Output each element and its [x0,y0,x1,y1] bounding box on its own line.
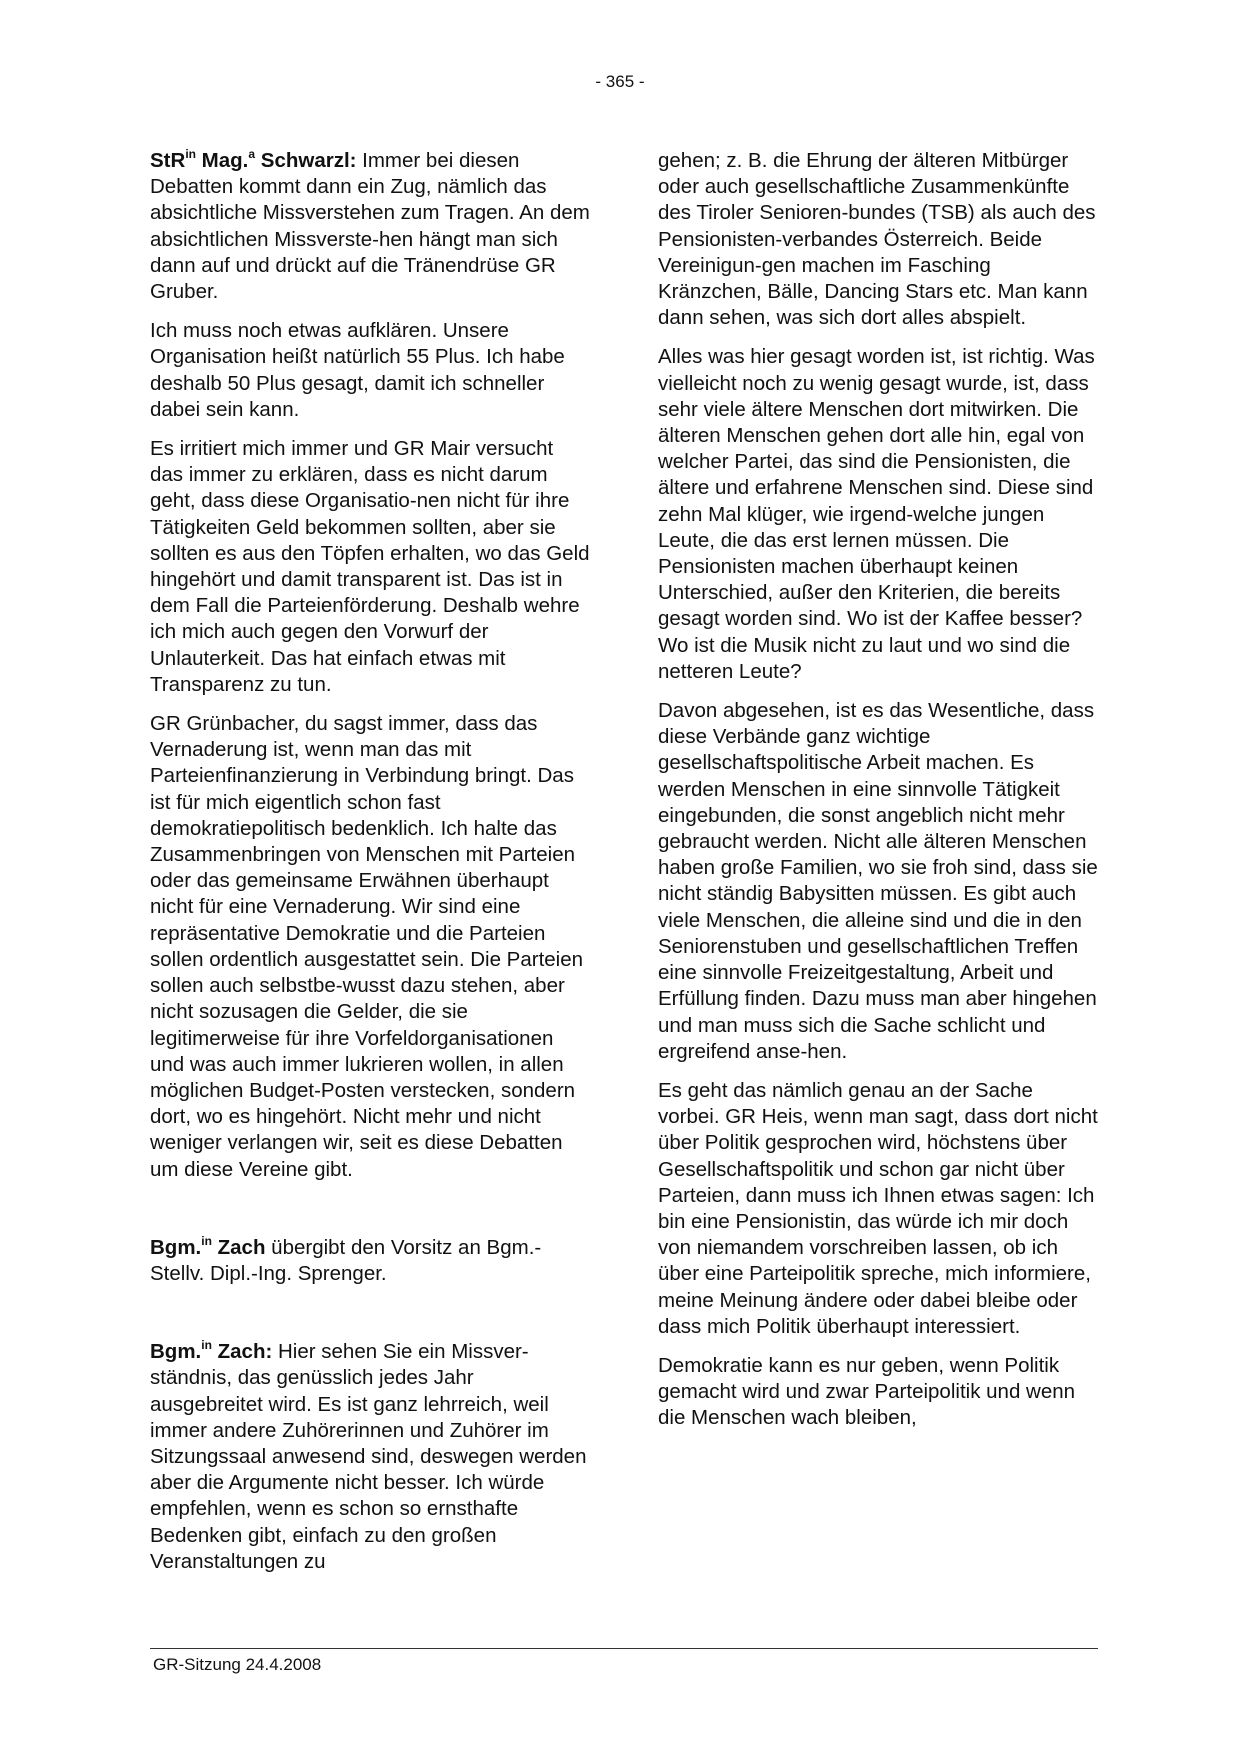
footer-divider [150,1648,1098,1649]
paragraph: gehen; z. B. die Ehrung der älteren Mitbürger oder auch gesellschaftliche Zusammenkünfte des Tiroler Senioren-bundes (TSB) als auch des Pensionisten-verbandes Österreich. Beide Vereinigun-gen machen im Fasching Kränzchen, Bälle, Dancing Stars etc. Man kann dann sehen, was sich dort alles abspielt. [658,149,1096,330]
paragraph-text: Immer bei diesen Debatten kommt dann ein Zug, nämlich das absichtliche Missverstehen zum Tragen. An dem absichtlichen Missverste-hen hängt man sich dann auf und drückt auf die Tränendrüse GR Gruber. [150,149,590,304]
footer-session-date: GR-Sitzung 24.4.2008 [153,1655,322,1674]
paragraph: Demokratie kann es nur geben, wenn Politik gemacht wird und zwar Parteipolitik und wenn die Menschen wach bleiben, [658,1353,1076,1430]
paragraph: Davon abgesehen, ist es das Wesentliche, dass diese Verbände ganz wichtige gesellschaftspolitische Arbeit machen. Es werden Menschen in eine sinnvolle Tätigkeit eingebunden, die sonst angeblich nicht mehr gebraucht werden. Nicht alle älteren Menschen haben große Familien, wo sie froh sind, dass sie nicht ständig Babysitten müssen. Es gibt auch viele Menschen, die alleine sind und die in den Seniorenstuben und gesellschaftlichen Treffen eine sinnvolle Freizeitgestaltung, Arbeit und Erfüllung finden. Dazu muss man aber hingehen und man muss sich die Sache schlicht und ergreifend anse-hen. [658,699,1098,1063]
paragraph: Es irritiert mich immer und GR Mair versucht das immer zu erklären, dass es nicht darum geht, dass diese Organisatio-nen nicht für ihre Tätigkeiten Geld bekommen sollten, aber sie sollten es aus den Töpfen erhalten, wo das Geld hingehört und damit transparent ist. Das ist in dem Fall die Parteienförderung. Deshalb wehre ich mich auch gegen den Vorwurf der Unlauterkeit. Das hat einfach etwas mit Transparenz zu tun. [150,437,590,696]
speaker-name: Bgm.$^{in}$ Zach: [150,1338,273,1364]
paragraph: Ich muss noch etwas aufklären. Unsere Organisation heißt natürlich 55 Plus. Ich habe deshalb 50 Plus gesagt, damit ich schneller dabei sein kann. [150,319,565,421]
paragraph-schwarzl-speech [150,148,590,305]
paragraph: Es geht das nämlich genau an der Sache vorbei. GR Heis, wenn man sagt, dass dort nicht über Politik gesprochen wird, höchstens über Gesellschaftspolitik und schon gar nicht über Parteien, dann muss ich Ihnen etwas sagen: Ich bin eine Pensionistin, das würde ich mir doch von niemandem vorschreiben lassen, ob ich über eine Parteipolitik spreche, mich informiere, meine Meinung ändere oder dabei bleibe oder dass mich Politik überhaupt interessiert. [658,1078,1098,1338]
right-column [658,148,1098,1445]
paragraph-zach-speech [150,1339,590,1575]
paragraph: GR Grünbacher, du sagst immer, dass das Vernaderung ist, wenn man das mit Parteienfinanzierung in Verbindung bringt. Das ist für mich eigentlich schon fast demokratiepolitisch bedenklich. Ich halte das Zusammenbringen von Menschen mit Parteien oder das gemeinsame Erwähnen überhaupt nicht für eine Vernaderung. Wir sind eine repräsentative Demokratie und die Parteien sollen ordentlich ausgestattet sein. Die Parteien sollen auch selbstbe-wusst dazu stehen, aber nicht sozusagen die Gelder, die sie legitimerweise für ihre Vorfeldorganisationen und was auch immer lukrieren wollen, in allen möglichen Budget-Posten verstecken, sondern dort, wo es hingehört. Nicht mehr und nicht weniger verlangen wir, seit es diese Debatten um diese Vereine gibt. [150,712,584,1181]
page-number: - 365 - [595,72,645,91]
paragraph-text: Hier sehen Sie ein Missver-ständnis, das genüsslich jedes Jahr ausgebreitet wird. Es ist ganz lehrreich, weil immer andere Zuhörerinnen und Zuhörer im Sitzungssaal anwesend sind, deswegen werden aber die Argumente nicht besser. Ich würde empfehlen, wenn es schon so ernsthafte Bedenken gibt, einfach zu den großen Veranstaltungen zu [150,1340,587,1573]
speaker-name: Bgm.$^{in}$ Zach [150,1233,266,1259]
paragraph: Alles was hier gesagt worden ist, ist richtig. Was vielleicht noch zu wenig gesagt wurde, ist, dass sehr viele ältere Menschen dort mitwirken. Die älteren Menschen gehen dort alle hin, egal von welcher Partei, das sind die Pensionisten, die ältere und erfahrene Menschen sind. Diese sind zehn Mal klüger, wie irgend-welche jungen Leute, die das erst lernen müssen. Die Pensionisten machen überhaupt keinen Unterschied, außer den Kriterien, die bereits gesagt worden sind. Wo ist der Kaffee besser? Wo ist die Musik nicht zu laut und wo sind die netteren Leute? [658,345,1095,683]
paragraph-text: übergibt den Vorsitz an Bgm.-Stellv. Dipl.-Ing. Sprenger. [150,1235,542,1285]
speaker-name: StR$^{in}$ Mag.$^a$ Schwarzl: [150,147,357,172]
paragraph-chair-handover [150,1235,590,1287]
left-column [150,148,590,1588]
